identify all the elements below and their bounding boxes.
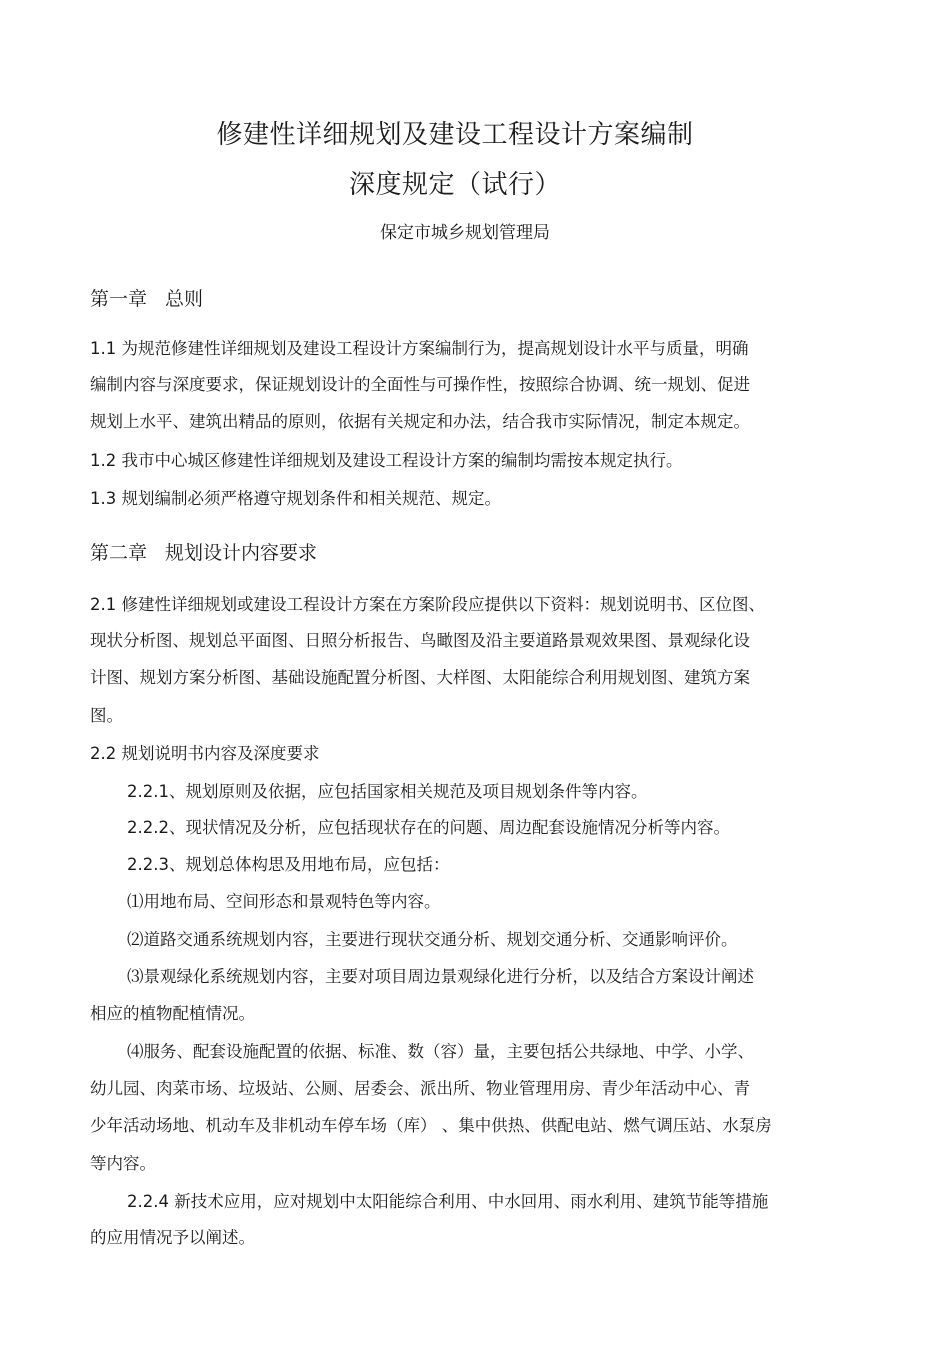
paragraph-line: 2.2.3、规划总体构思及用地布局，应包括： [127,855,450,874]
document-title-line2: 深度规定（试行） [348,170,561,200]
paragraph-line: 2.2.4 新技术应用，应对规划中太阳能综合利用、中水回用、雨水利用、建筑节能等措施 [127,1192,769,1211]
paragraph-line: 1.1 为规范修建性详细规划及建设工程设计方案编制行为，提高规划设计水平与质量，明确 [90,339,749,358]
paragraph-line: ⑵道路交通系统规划内容，主要进行现状交通分析、规划交通分析、交通影响评价。 [127,930,738,949]
paragraph-line: 相应的植物配植情况。 [90,1004,255,1023]
chapter-2-name: 规划设计内容要求 [165,542,318,564]
paragraph-line: 规划上水平、建筑出精品的原则，依据有关规定和办法，结合我市实际情况，制定本规定。 [90,412,750,431]
chapter-1-number: 第一章 [90,288,148,310]
paragraph-line: 幼儿园、肉菜市场、垃圾站、公厕、居委会、派出所、物业管理用房、青少年活动中心、青 [90,1079,750,1098]
issuer: 保定市城乡规划管理局 [380,223,550,243]
paragraph-line: 现状分析图、规划总平面图、日照分析报告、鸟瞰图及沿主要道路景观效果图、景观绿化设 [90,631,750,650]
paragraph-line: 编制内容与深度要求，保证规划设计的全面性与可操作性，按照综合协调、统一规划、促进 [90,375,750,394]
paragraph-line: 的应用情况予以阐述。 [90,1228,255,1247]
paragraph-line: 计图、规划方案分析图、基础设施配置分析图、大样图、太阳能综合利用规划图、建筑方案 [90,668,750,687]
paragraph-line: ⑶景观绿化系统规划内容，主要对项目周边景观绿化进行分析，以及结合方案设计阐述 [127,967,754,986]
paragraph-line: 1.2 我市中心城区修建性详细规划及建设工程设计方案的编制均需按本规定执行。 [90,451,683,470]
chapter-2-number: 第二章 [90,542,148,564]
paragraph-line: ⑴用地布局、空间形态和景观特色等内容。 [127,892,441,911]
paragraph-line: 2.1 修建性详细规划或建设工程设计方案在方案阶段应提供以下资料：规划说明书、区位图、 [90,595,765,614]
paragraph-line: 2.2.1、规划原则及依据，应包括国家相关规范及项目规划条件等内容。 [127,782,648,801]
paragraph-line: 少年活动场地、机动车及非机动车停车场（库） 、集中供热、供配电站、燃气调压站、水泵房 [90,1116,772,1135]
paragraph-line: 2.2 规划说明书内容及深度要求 [90,744,320,763]
chapter-1-heading [90,284,203,311]
chapter-1-name: 总则 [165,288,204,310]
chapter-2-heading [90,538,317,565]
paragraph-line: 等内容。 [90,1154,156,1173]
document-title-line1: 修建性详细规划及建设工程设计方案编制 [216,120,694,150]
paragraph-line: 2.2.2、现状情况及分析，应包括现状存在的问题、周边配套设施情况分析等内容。 [127,818,730,837]
paragraph-line: 图。 [90,706,123,725]
paragraph-line: 1.3 规划编制必须严格遵守规划条件和相关规范、规定。 [90,489,501,508]
paragraph-line: ⑷服务、配套设施配置的依据、标准、数（容）量，主要包括公共绿地、中学、小学、 [127,1042,754,1061]
